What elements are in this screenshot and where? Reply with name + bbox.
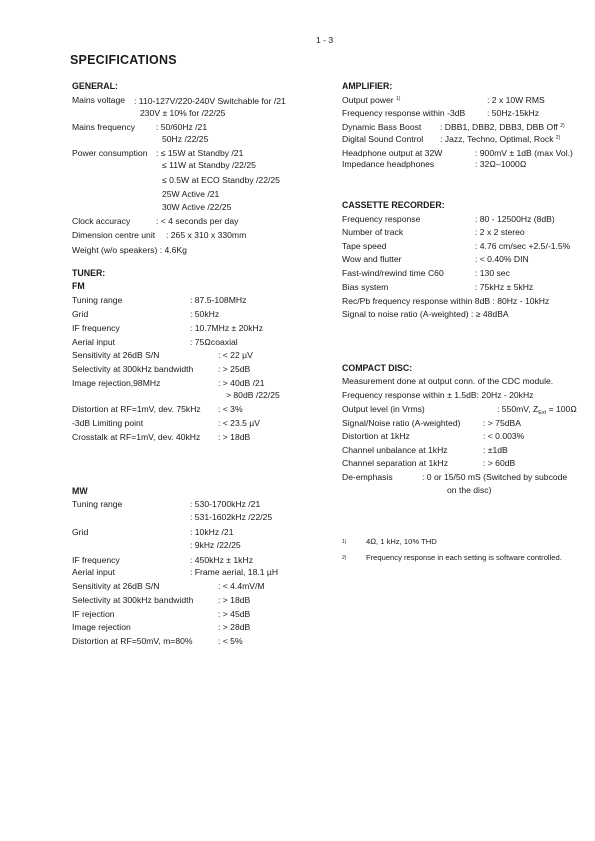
cassette-heading: CASSETTE RECORDER:	[342, 200, 445, 210]
cd-row-label: Channel separation at 1kHz	[342, 458, 449, 468]
dbb-value-text: : DBB1, DBB2, DBB3, DBB Off	[440, 122, 558, 132]
mw-row-label: Selectivity at 300kHz bandwidth	[72, 595, 194, 605]
impedance-value: : 32Ω–1000Ω	[475, 159, 527, 169]
mw-row-value: : 530-1700kHz /21	[190, 499, 261, 509]
mw-heading: MW	[72, 486, 88, 496]
general-heading: GENERAL:	[72, 81, 118, 91]
mw-row-value: : > 28dB	[218, 622, 251, 632]
fm-row-value: : > 40dB /21	[218, 378, 265, 388]
mw-row-label: Grid	[72, 527, 89, 537]
fm-row-label: Tuning range	[72, 295, 123, 305]
fm-heading: FM	[72, 281, 85, 291]
cd-row-label: Channel unbalance at 1kHz	[342, 445, 448, 455]
tuner-heading: TUNER:	[72, 268, 106, 278]
cd-row-label: Distortion at 1kHz	[342, 431, 410, 441]
cd-heading: COMPACT DISC:	[342, 363, 413, 373]
mw-row-label: IF frequency	[72, 555, 120, 565]
mw-row-value: : 531-1602kHz /22/25	[190, 512, 273, 522]
output-power-value: : 2 x 10W RMS	[487, 95, 545, 105]
power-consumption-label: Power consumption	[72, 148, 148, 158]
cassette-row-label: Wow and flutter	[342, 254, 402, 264]
fm-row-label: Aerial input	[72, 337, 115, 347]
cassette-row-value: : 75kHz ± 5kHz	[475, 282, 534, 292]
fm-row-value: : < 22 µV	[218, 350, 253, 360]
headphone-label: Headphone output at 32W	[342, 148, 443, 158]
cassette-row-value: : 2 x 2 stereo	[475, 227, 525, 237]
page-title: SPECIFICATIONS	[70, 53, 177, 67]
snr-line: Signal to noise ratio (A-weighted) : ≥ 48dBA	[342, 309, 509, 319]
fm-row-value: : < 3%	[218, 404, 243, 414]
mw-row-label: IF rejection	[72, 609, 115, 619]
headphone-value: : 900mV ± 1dB (max Vol.)	[475, 148, 573, 158]
cd-row-value: : < 0.003%	[483, 431, 525, 441]
dbb-value	[440, 122, 565, 133]
cd-measure-line: Measurement done at output conn. of the CDC module.	[342, 376, 554, 386]
footnote-text: 4Ω, 1 kHz, 10% THD	[366, 537, 437, 546]
mw-row-label: Tuning range	[72, 499, 123, 509]
power-consumption-value-5: 30W Active /22/25	[162, 202, 232, 212]
mw-row-value: : Frame aerial, 18.1 µH	[190, 567, 279, 577]
dsc-label: Digital Sound Control	[342, 134, 424, 144]
impedance-label: Impedance headphones	[342, 159, 435, 169]
page-number: 1 - 3	[316, 35, 334, 45]
output-power-label-text: Output power	[342, 95, 394, 105]
mw-row-label: Aerial input	[72, 567, 115, 577]
output-power-label	[342, 95, 400, 106]
mains-frequency-value-1: : 50/60Hz /21	[156, 122, 208, 132]
mw-row-value: : > 18dB	[218, 595, 251, 605]
cd-output-value	[497, 404, 577, 415]
cd-row-value: : > 60dB	[483, 458, 516, 468]
mw-row-value: : < 4.4mV/M	[218, 581, 265, 591]
cd-output-value-tail: = 100Ω	[546, 404, 577, 414]
amplifier-heading: AMPLIFIER:	[342, 81, 393, 91]
power-consumption-value-2: ≤ 11W at Standby /22/25	[162, 160, 256, 170]
mw-row-value: : 450kHz ± 1kHz	[190, 555, 253, 565]
mw-row-label: Sensitivity at 26dB S/N	[72, 581, 160, 591]
fm-row-value: : 10.7MHz ± 20kHz	[190, 323, 264, 333]
fm-row-value: : > 25dB	[218, 364, 251, 374]
weight-text: Weight (w/o speakers) : 4.6Kg	[72, 245, 187, 255]
mains-frequency-label: Mains frequency	[72, 122, 136, 132]
mw-row-value: : > 45dB	[218, 609, 251, 619]
cassette-row-value: : 80 - 12500Hz (8dB)	[475, 214, 555, 224]
mw-row-value: : < 5%	[218, 636, 243, 646]
cd-output-subscript: Ext	[538, 410, 547, 416]
dimension-label: Dimension centre unit	[72, 230, 156, 240]
fm-row-value: : > 18dB	[218, 432, 251, 442]
power-consumption-value-3: ≤ 0.5W at ECO Standby /22/25	[162, 175, 280, 185]
fm-row-label: Image rejection,98MHz	[72, 378, 161, 388]
dsc-value-text: : Jazz, Techno, Optimal, Rock	[440, 134, 554, 144]
mw-row-value: : 10kHz /21	[190, 527, 234, 537]
power-consumption-value-1: : ≤ 15W at Standby /21	[156, 148, 244, 158]
fm-row-value: : 50kHz	[190, 309, 220, 319]
deemphasis-value-2: on the disc)	[447, 485, 492, 495]
fm-row-label: IF frequency	[72, 323, 120, 333]
mw-row-label: Distortion at RF=50mV, m=80%	[72, 636, 193, 646]
footnote-mark: 2)	[342, 555, 347, 561]
cassette-row-value: : 130 sec	[475, 268, 510, 278]
freq-response-label: Frequency response within -3dB	[342, 108, 466, 118]
cd-row-value: : > 75dBA	[483, 418, 521, 428]
mains-frequency-value-2: 50Hz /22/25	[162, 134, 209, 144]
cassette-row-label: Bias system	[342, 282, 389, 292]
cd-output-label: Output level (in Vrms)	[342, 404, 425, 414]
mw-row-label: Image rejection	[72, 622, 131, 632]
footnote-text: Frequency response in each setting is software controlled.	[366, 553, 562, 562]
mains-voltage-label: Mains voltage	[72, 95, 126, 105]
freq-response-value: : 50Hz-15kHz	[487, 108, 540, 118]
dbb-label: Dynamic Bass Boost	[342, 122, 422, 132]
cd-freq-line: Frequency response within ± 1.5dB: 20Hz - 20kHz	[342, 390, 534, 400]
fm-row-label: -3dB Limiting point	[72, 418, 144, 428]
cd-row-label: Signal/Noise ratio (A-weighted)	[342, 418, 461, 428]
footnote-mark: 1)	[395, 96, 401, 102]
footnote-mark: 2)	[560, 123, 565, 129]
deemphasis-label: De-emphasis	[342, 472, 393, 482]
cassette-row-value: : 4.76 cm/sec +2.5/-1.5%	[475, 241, 571, 251]
fm-row-label: Distortion at RF=1mV, dev. 75kHz	[72, 404, 201, 414]
fm-row-value: : 75Ωcoaxial	[190, 337, 238, 347]
fm-row-value-secondary: > 80dB /22/25	[226, 390, 280, 400]
cd-output-value-text: : 550mV, Z	[497, 404, 539, 414]
footnote-mark: 2)	[555, 135, 561, 141]
fm-row-label: Sensitivity at 26dB S/N	[72, 350, 160, 360]
cassette-row-label: Number of track	[342, 227, 404, 237]
fm-row-label: Grid	[72, 309, 89, 319]
fm-row-value: : < 23.5 µV	[218, 418, 260, 428]
cd-row-value: : ±1dB	[483, 445, 508, 455]
clock-accuracy-label: Clock accuracy	[72, 216, 131, 226]
fm-row-label: Selectivity at 300kHz bandwidth	[72, 364, 194, 374]
cassette-row-label: Frequency response	[342, 214, 421, 224]
dsc-value	[440, 134, 560, 145]
cassette-row-label: Tape speed	[342, 241, 387, 251]
mains-voltage-value-2: 230V ± 10% for /22/25	[140, 108, 226, 118]
cassette-row-value: : < 0.40% DIN	[475, 254, 529, 264]
fm-row-value: : 87.5-108MHz	[190, 295, 247, 305]
mains-voltage-value-1: : 110-127V/220-240V Switchable for /21	[134, 96, 286, 106]
mw-row-value: : 9kHz /22/25	[190, 540, 241, 550]
rec-pb-line: Rec/Pb frequency response within 8dB : 80Hz - 10kHz	[342, 296, 550, 306]
clock-accuracy-value: : < 4 seconds per day	[156, 216, 239, 226]
fm-row-label: Crosstalk at RF=1mV, dev. 40kHz	[72, 432, 201, 442]
dimension-value: : 265 x 310 x 330mm	[166, 230, 247, 240]
footnote-mark: 1)	[342, 539, 347, 545]
power-consumption-value-4: 25W Active /21	[162, 189, 220, 199]
deemphasis-value-1: : 0 or 15/50 mS (Switched by subcode	[422, 472, 568, 482]
cassette-row-label: Fast-wind/rewind time C60	[342, 268, 444, 278]
